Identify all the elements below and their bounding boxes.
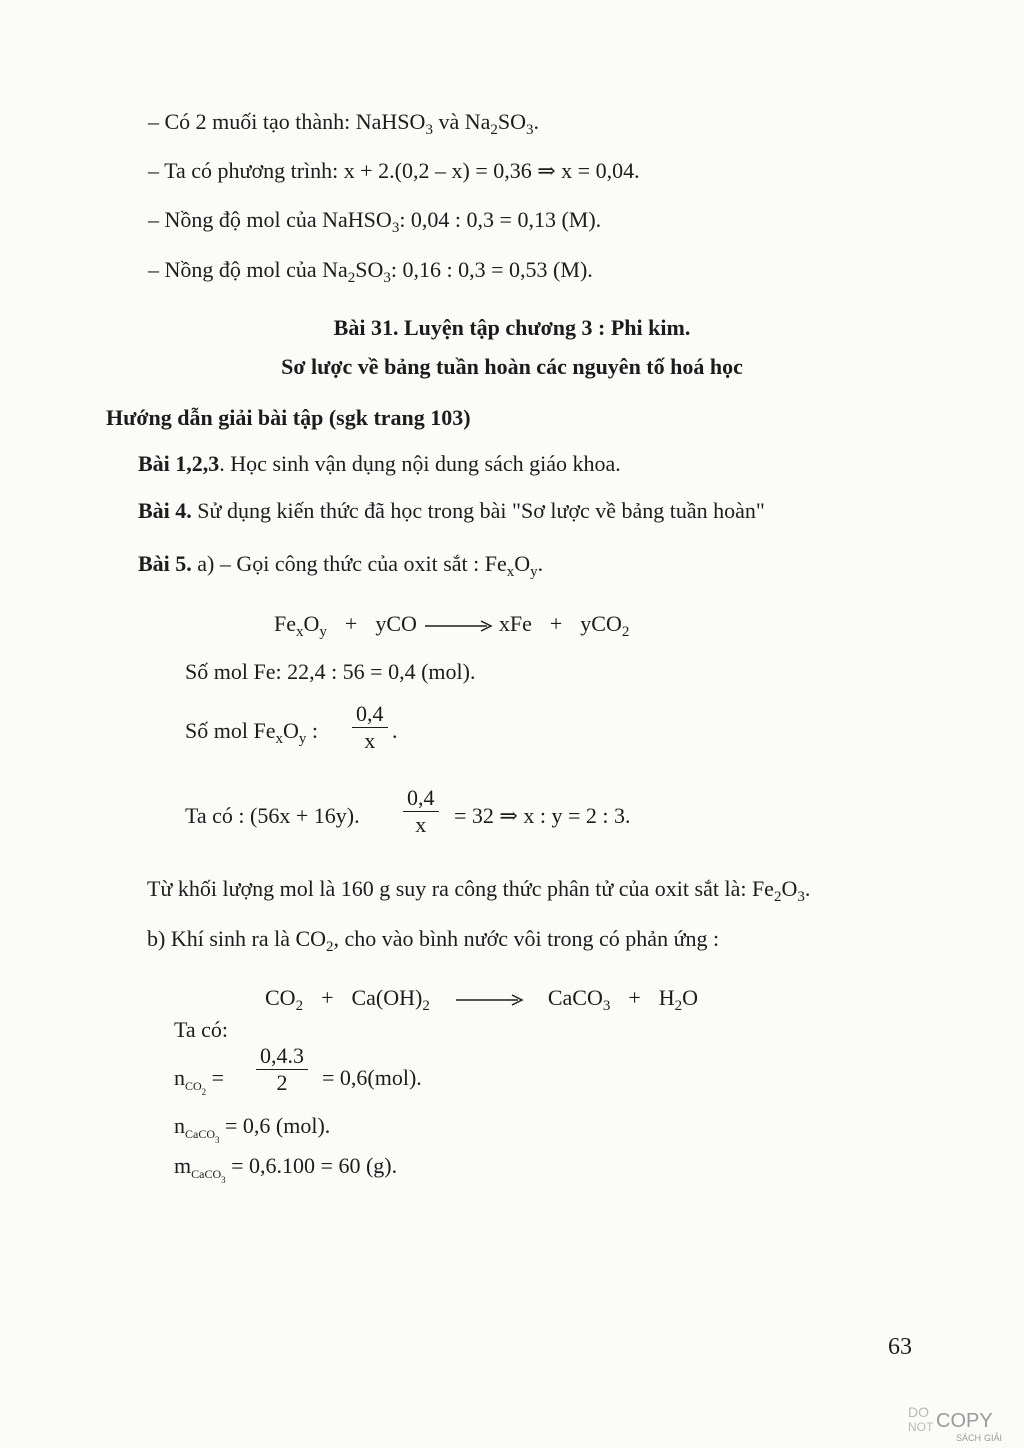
exercise-1-2-3: Bài 1,2,3. Học sinh vận dụng nội dung sách giáo khoa. <box>138 451 621 476</box>
mol-fexoy-line: Số mol $Fe_xO_y$ : <box>185 718 318 747</box>
section-heading: Hướng dẫn giải bài tập (sgk trang 103) <box>106 405 471 430</box>
ta-co-2: Ta có: <box>174 1017 229 1042</box>
section-title-line-1: Bài 31. Luyện tập chương 3 : Phi kim. <box>333 315 691 340</box>
reaction-arrow-icon <box>423 620 493 632</box>
exercise-4: Bài 4. Sử dụng kiến thức đã học trong bài "Sơ lược về bảng tuần hoàn" <box>138 498 765 523</box>
m-caco3-line: $m_{CaCO_3} = 0,6.100 = 60$ (g). <box>174 1153 398 1185</box>
section-title-line-2: Sơ lược về bảng tuần hoàn các nguyên tố hoá học <box>281 354 743 379</box>
ta-co-result: = 32 ⇒ x : y = 2 : 3. <box>454 803 631 828</box>
exercise-5b: b) Khí sinh ra là $CO_2$, cho vào bình nước vôi trong có phản ứng : <box>147 926 720 955</box>
intro-line-4: – Nồng độ mol của $Na_2SO_3$: 0,16 : 0,3 = 0,53 (M). <box>148 257 593 286</box>
do-not-copy-logo <box>906 1400 1016 1444</box>
watermark-copy: COPY <box>936 1410 993 1432</box>
reaction-arrow-icon <box>454 994 524 1006</box>
intro-line-3: – Nồng độ mol của NaHSO$_3$: 0,04 : 0,3 = 0,13 (M). <box>148 207 602 236</box>
page-number: 63 <box>888 1334 912 1360</box>
intro-line-1: – Có 2 muối tạo thành: NaHSO$_3$ và $Na_2SO_3$. <box>148 109 539 138</box>
fraction-period: . <box>392 718 398 743</box>
watermark-sach: SÁCH <box>956 1433 982 1443</box>
ta-co-line-1: Ta có : (56x + 16y). <box>185 803 360 828</box>
watermark-giai: GIẢI <box>984 1433 1003 1443</box>
watermark-not: NOT <box>908 1420 934 1434</box>
equation-1: $Fe_xO_y$ + yCO xFe + yCO$_2$ <box>274 611 630 640</box>
n-caco3-line: $n_{CaCO_3} = 0,6$ (mol). <box>174 1113 331 1145</box>
fraction-0-4-3-over-2: 0,4.3 2 <box>256 1043 308 1096</box>
molar-mass-line: Từ khối lượng mol là 160 g suy ra công thức phân tử của oxit sắt là: $Fe_2O_3$. <box>147 876 811 905</box>
watermark-do: DO <box>908 1404 929 1420</box>
fraction-0-4-over-x-2: 0,4 x <box>403 785 439 838</box>
exercise-5a: Bài 5. a) – Gọi công thức của oxit sắt : $Fe_xO_y$. <box>138 551 544 580</box>
n-co2-result: = 0,6(mol). <box>322 1065 422 1090</box>
mol-fe-line: Số mol Fe: 22,4 : 56 = 0,4 (mol). <box>185 659 476 684</box>
intro-line-2: – Ta có phương trình: x + 2.(0,2 – x) = 0,36 ⇒ x = 0,04. <box>148 158 640 183</box>
equation-2: $CO_2 + Ca(OH)_2$ CaCO$_3$ + $H_2O$ <box>265 985 699 1014</box>
n-co2-line: $n_{CO_2}$ = <box>174 1065 225 1097</box>
fraction-0-4-over-x: 0,4 x <box>352 701 388 754</box>
